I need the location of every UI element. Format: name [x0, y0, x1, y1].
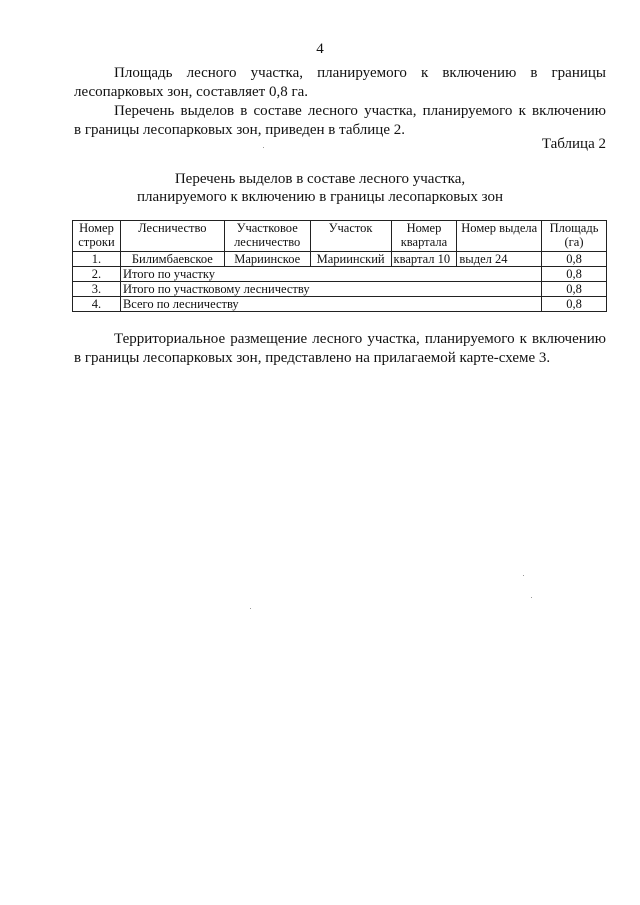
- table-label: Таблица 2: [541, 136, 606, 152]
- cell-row-number: 2.: [73, 267, 121, 282]
- cell-total-label: Итого по участковому лесничеству: [120, 282, 541, 297]
- cell-row-number: 3.: [73, 282, 121, 297]
- header-quarter-number: Номер квартала: [391, 221, 457, 252]
- table-row: [73, 252, 607, 267]
- paragraph-area-line-2: лесопарковых зон, составляет 0,8 га.: [74, 84, 309, 100]
- cell-area: 0,8: [542, 297, 607, 312]
- cell-forestry: Билимбаевское: [120, 252, 224, 267]
- table-row: [73, 282, 607, 297]
- scan-speck: [263, 147, 264, 148]
- paragraph-placement-line-1: Территориальное размещение лесного участка, планируемого к включению: [114, 331, 606, 347]
- paragraph-list-reference-line-1: Перечень выделов в составе лесного участка, планируемого к включению: [114, 103, 606, 119]
- header-forestry: Лесничество: [120, 221, 224, 252]
- paragraph-area-line-1: Площадь лесного участка, планируемого к включению в границы: [114, 65, 606, 81]
- cell-total-label: Всего по лесничеству: [120, 297, 541, 312]
- table-row: [73, 267, 607, 282]
- paragraph-placement: [74, 330, 606, 368]
- scan-speck: [250, 608, 251, 609]
- header-allotment-number: Номер выдела: [457, 221, 542, 252]
- scan-speck: [531, 597, 532, 598]
- header-row-number: Номер строки: [73, 221, 121, 252]
- cell-area: 0,8: [542, 267, 607, 282]
- cell-quarter: квартал 10: [391, 252, 457, 267]
- cell-area: 0,8: [542, 282, 607, 297]
- paragraph-placement-line-2: в границы лесопарковых зон, представлено на прилагаемой карте-схеме 3.: [74, 350, 551, 366]
- cell-total-label: Итого по участку: [120, 267, 541, 282]
- header-district-forestry: Участковое лесничество: [224, 221, 310, 252]
- table-title-line-2: планируемого к включению в границы лесопарковых зон: [137, 189, 503, 205]
- paragraph-list-reference: [74, 102, 606, 140]
- table-row: [73, 297, 607, 312]
- header-section: Участок: [310, 221, 391, 252]
- cell-row-number: 1.: [73, 252, 121, 267]
- table-title-line-1: Перечень выделов в составе лесного участка,: [174, 171, 466, 187]
- paragraph-area: [74, 64, 606, 102]
- scan-speck: [523, 575, 524, 576]
- allotments-table: [72, 220, 607, 312]
- cell-section: Мариинский: [310, 252, 391, 267]
- table-title: [0, 170, 640, 206]
- cell-row-number: 4.: [73, 297, 121, 312]
- header-area: Площадь (га): [542, 221, 607, 252]
- table-header-row: [73, 221, 607, 252]
- cell-allotment: выдел 24: [457, 252, 542, 267]
- paragraph-list-reference-line-2: в границы лесопарковых зон, приведен в таблице 2.: [74, 122, 405, 138]
- cell-area: 0,8: [542, 252, 607, 267]
- page-number: 4: [316, 41, 324, 57]
- cell-district-forestry: Мариинское: [224, 252, 310, 267]
